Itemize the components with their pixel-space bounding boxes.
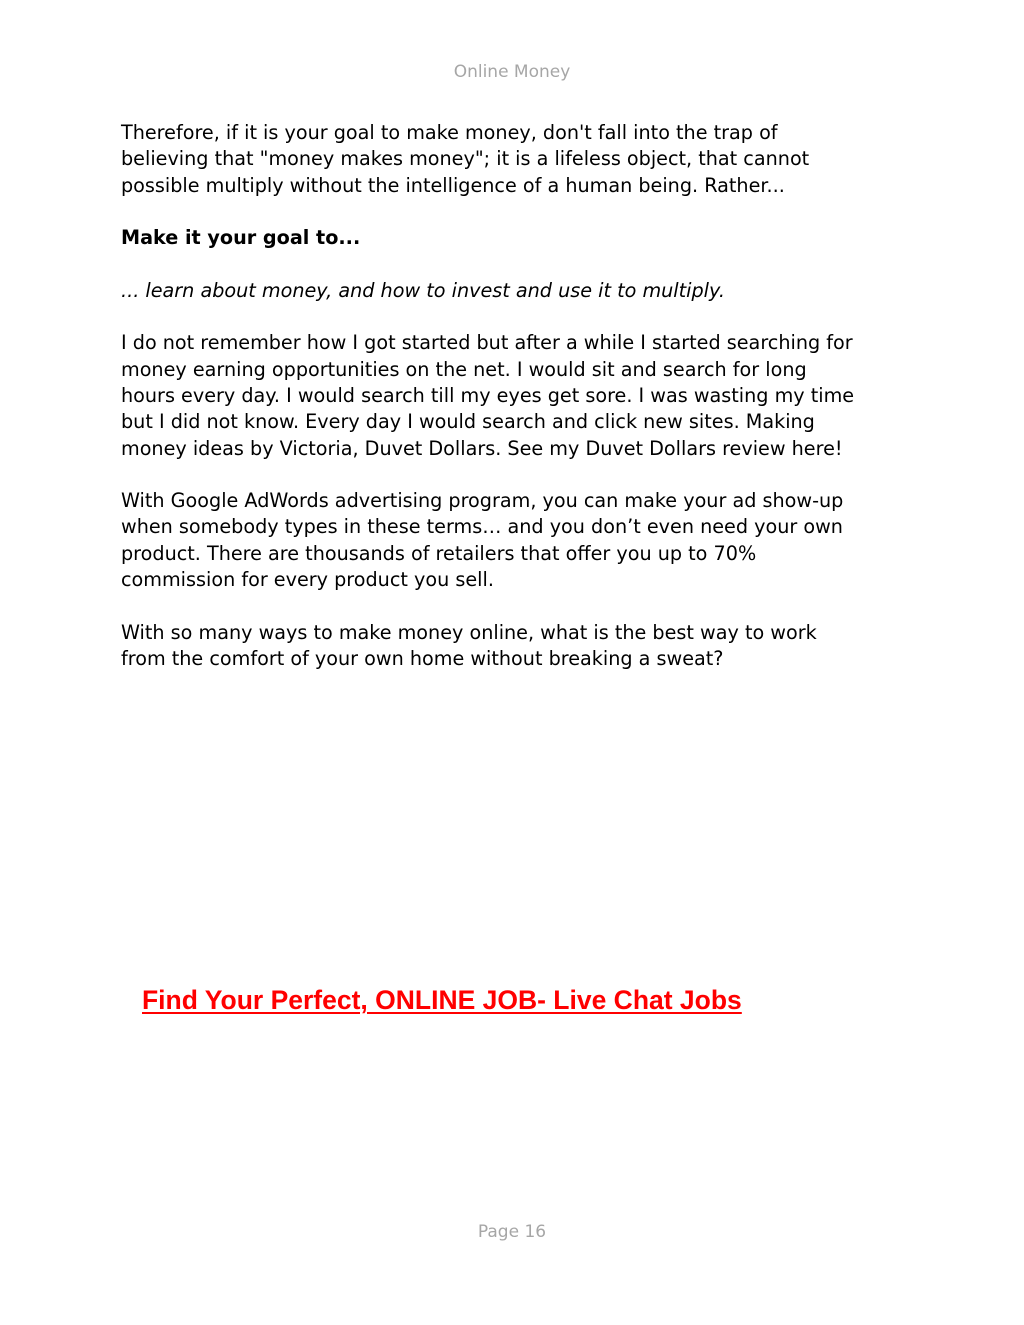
goal-heading: Make it your goal to...	[121, 226, 361, 250]
paragraph-best-way	[121, 620, 921, 673]
page-header: Online Money	[453, 62, 571, 82]
text-line: commission for every product you sell.	[121, 568, 494, 592]
document-body	[121, 120, 921, 699]
paragraph-money-trap	[121, 120, 921, 199]
text-line: product. There are thousands of retailers that offer you up to 70%	[121, 541, 757, 565]
text-line: believing that "money makes money"; it is a lifeless object, that cannot	[121, 147, 810, 171]
text-line: from the comfort of your own home without breaking a sweat?	[121, 646, 724, 670]
page-number: Page 16	[477, 1222, 547, 1242]
text-line: when somebody types in these terms… and you don’t even need your own	[121, 515, 843, 539]
text-line: hours every day. I would search till my eyes get sore. I was wasting my time	[121, 383, 855, 407]
online-job-link[interactable]: Find Your Perfect, ONLINE JOB- Live Chat Jobs	[142, 985, 742, 1015]
text-line: Therefore, if it is your goal to make money, don't fall into the trap of	[121, 121, 778, 144]
goal-statement: ... learn about money, and how to invest and use it to multiply.	[121, 278, 725, 302]
text-line: money earning opportunities on the net. I would sit and search for long	[121, 357, 807, 381]
paragraph-searching	[121, 330, 921, 461]
paragraph-adwords	[121, 488, 921, 593]
text-line: but I did not know. Every day I would search and click new sites. Making	[121, 410, 815, 434]
text-line: possible multiply without the intelligence of a human being. Rather...	[121, 173, 785, 197]
text-line: With Google AdWords advertising program, you can make your ad show-up	[121, 489, 844, 513]
text-line: money ideas by Victoria, Duvet Dollars. See my Duvet Dollars review here!	[121, 436, 843, 460]
text-line: I do not remember how I got started but after a while I started searching for	[121, 331, 853, 355]
text-line: With so many ways to make money online, what is the best way to work	[121, 620, 817, 644]
